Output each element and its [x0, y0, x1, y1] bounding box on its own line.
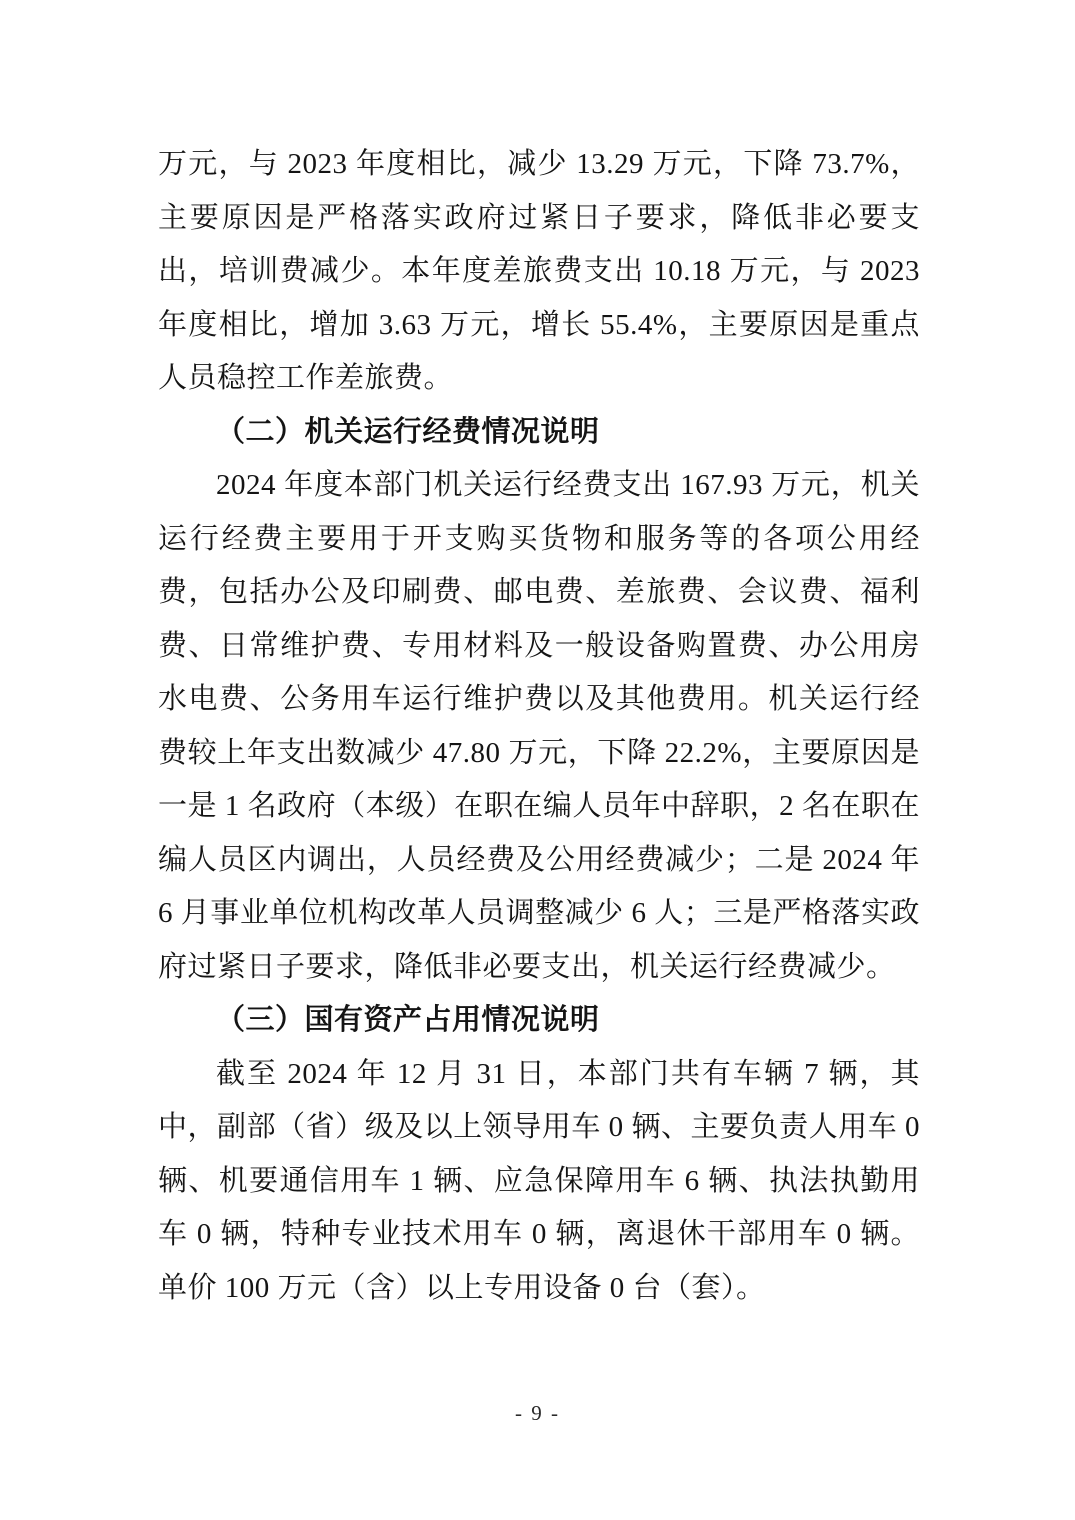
section-heading-state-assets: （三）国有资产占用情况说明 [216, 1004, 600, 1036]
section-heading-operating-expense: （二）机关运行经费情况说明 [216, 415, 600, 448]
paragraph-operating-expense-detail: 2024 年度本部门机关运行经费支出 167.93 万元，机关运行经费主要用于开支购买货物和服务等的各项公用经费，包括办公及印刷费、邮电费、差旅费、会议费、福利费、日常维护费、专用材料及一般设备购置费、办公用房水电费、公务用车运行维护费以及其他费用。机关运行经费较上年支出数减少 47.80 万元，下降 22.2%，主要原因是一是 1 名政府（本级）在职在编人员年中辞职，2 名在职在编人员区内调出，人员经费及公用经费减少；二是 2024 年 6 月事业单位机构改革人员调整减少 6 人；三是严格落实政府过紧日子要求，降低非必要支出，机关运行经费减少。 [158, 469, 920, 983]
page-body-text [158, 138, 920, 1315]
paragraph-state-assets-detail: 截至 2024 年 12 月 31 日，本部门共有车辆 7 辆，其中，副部（省）级及以上领导用车 0 辆、主要负责人用车 0 辆、机要通信用车 1 辆、应急保障用车 6 辆、执法执勤用车 0 辆，特种专业技术用车 0 辆，离退休干部用车 0 辆。单价 100 万元（含）以上专用设备 0 台（套）。 [158, 1057, 920, 1304]
paragraph-training-travel-expense: 万元，与 2023 年度相比，减少 13.29 万元，下降 73.7%，主要原因是严格落实政府过紧日子要求，降低非必要支出，培训费减少。本年度差旅费支出 10.18 万元，与 2023 年度相比，增加 3.63 万元，增长 55.4%，主要原因是重点人员稳控工作差旅费。 [158, 148, 920, 394]
page-number: - 9 - [515, 1401, 560, 1425]
